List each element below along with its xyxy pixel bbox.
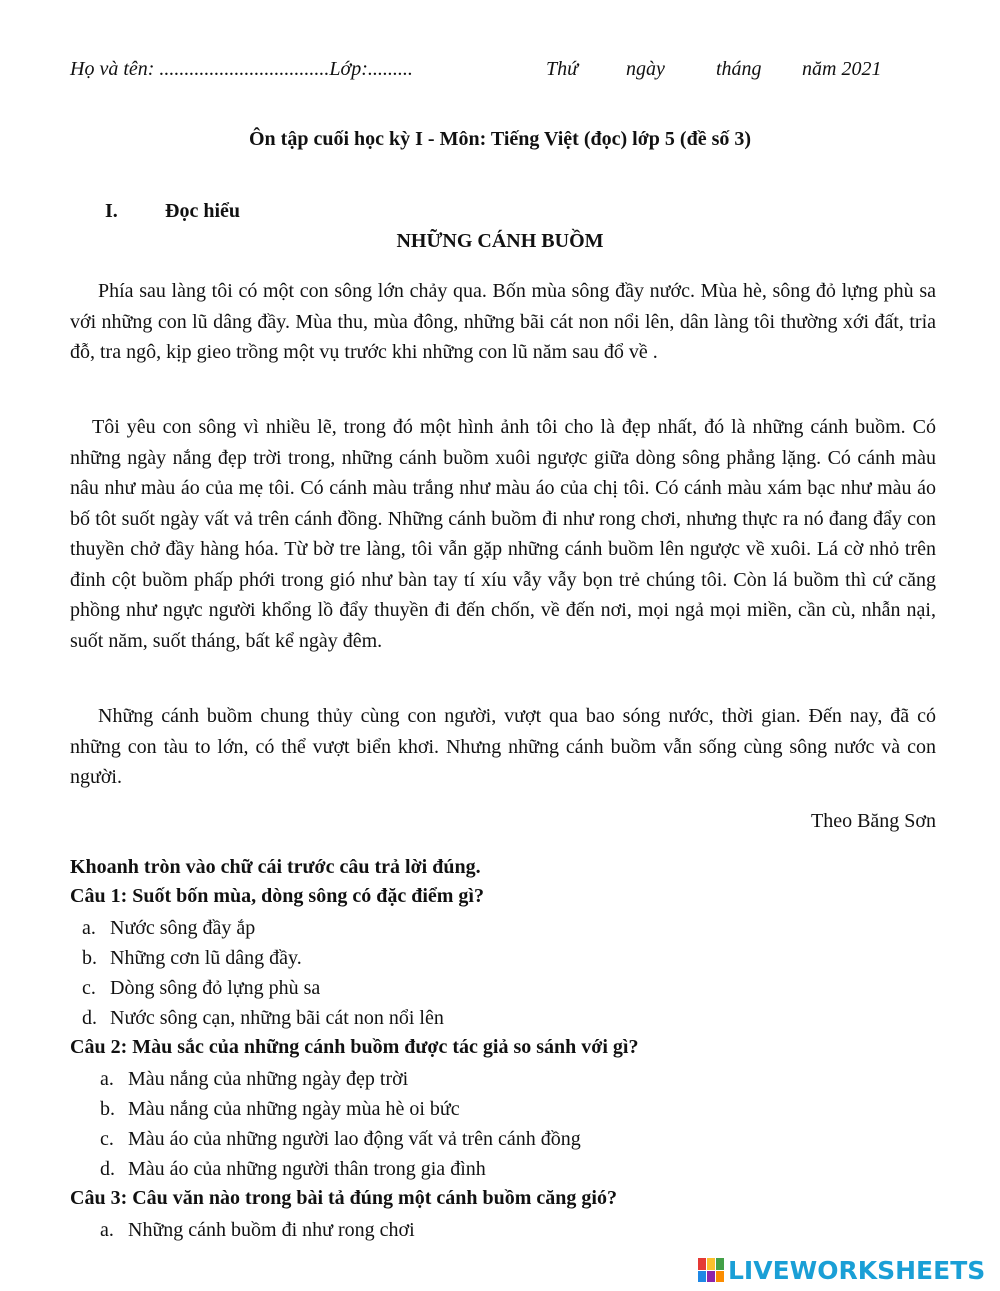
story-author: Theo Băng Sơn [810,810,936,832]
weekday-label: Thứ [546,58,579,80]
page-title: Ôn tập cuối học kỳ I - Môn: Tiếng Việt (đọc) lớp 5 (đề số 3) [248,128,752,150]
option-letter[interactable]: b. [82,947,97,969]
question-2-option-d[interactable] [100,1154,581,1184]
question-1-option-a[interactable] [82,913,444,943]
month-label: tháng [716,58,762,80]
question-2-option-b[interactable] [100,1094,581,1124]
logo-tile [716,1258,724,1270]
question-2: Câu 2: Màu sắc của những cánh buồm được tác giả so sánh với gì? [70,1036,639,1058]
option-letter[interactable]: a. [82,917,96,939]
question-1-option-d[interactable] [82,1003,444,1033]
logo-tile [698,1271,706,1283]
question-3-option-a[interactable] [100,1215,415,1245]
question-1-option-b[interactable] [82,943,444,973]
story-paragraph-2: Tôi yêu con sông vì nhiều lẽ, trong đó một hình ảnh tôi cho là đẹp nhất, đó là những cánh buồm. Có những ngày nắng đẹp trời trong, những cánh buồm xuôi ngược giữa dòng sông phẳng lặng. Có cánh màu nâu như màu áo của mẹ tôi. Có cánh màu trắng như màu áo của chị tôi. Có cánh màu xám bạc như màu áo bố tôt suốt ngày vất vả trên cánh đồng. Những cánh buồm đi như rong chơi, nhưng thực ra nó đang đẩy con thuyền chở đầy hàng hóa. Từ bờ tre làng, tôi vẫn gặp những cánh buồm lên ngược về xuôi. Lá cờ nhỏ trên đỉnh cột buồm phấp phới trong gió như bàn tay tí xíu vẫy vẫy bọn trẻ chúng tôi. Còn lá buồm thì cứ căng phồng như ngực người khổng lồ đẩy thuyền đi đến chốn, về đến nơi, mọi ngả mọi miền, cần cù, nhẫn nại, suốt năm, suốt tháng, bất kể ngày đêm. [70,416,936,652]
name-class-field: Họ và tên: ..................................Lớp:......... [70,58,413,80]
story-title: NHỮNG CÁNH BUỒM [396,230,604,252]
question-2-option-a[interactable] [100,1064,581,1094]
logo-tile [707,1258,715,1270]
question-2-option-c[interactable] [100,1124,581,1154]
option-text: Màu nắng của những ngày đẹp trời [128,1068,409,1090]
option-letter[interactable]: c. [82,977,96,999]
option-letter[interactable]: b. [100,1098,115,1120]
option-text: Những cánh buồm đi như rong chơi [128,1219,415,1241]
day-label: ngày [626,58,665,80]
logo-tile [716,1271,724,1283]
option-text: Nước sông cạn, những bãi cát non nổi lên [110,1007,444,1029]
liveworksheets-logo [698,1256,985,1284]
story-paragraph-3: Những cánh buồm chung thủy cùng con người, vượt qua bao sóng nước, thời gian. Đến nay, đã có những con tàu to lớn, có thể vượt biển khơi. Nhưng những cánh buồm vẫn sống cùng sông nước và con người. [70,705,936,788]
story-paragraph-1: Phía sau làng tôi có một con sông lớn chảy qua. Bốn mùa sông đầy nước. Mùa hè, sông đỏ lựng phù sa với những con lũ dâng đầy. Mùa thu, mùa đông, những bãi cát non nổi lên, dân làng tôi thường xới đất, trỉa đỗ, tra ngô, kịp gieo trồng một vụ trước khi những con lũ năm sau đổ về . [70,280,936,363]
option-letter[interactable]: d. [82,1007,97,1029]
logo-tile [707,1271,715,1283]
question-1-options [82,913,444,1033]
option-letter[interactable]: a. [100,1068,114,1090]
year-label: năm 2021 [802,58,882,80]
section-heading [105,200,240,223]
option-letter[interactable]: c. [100,1128,114,1150]
logo-tile [698,1258,706,1270]
question-1: Câu 1: Suốt bốn mùa, dòng sông có đặc điểm gì? [70,885,484,907]
option-text: Màu áo của những người thân trong gia đình [128,1158,486,1180]
question-2-options [100,1064,581,1184]
liveworksheets-text: LIVEWORKSHEETS [728,1255,986,1285]
option-letter[interactable]: a. [100,1219,114,1241]
question-3-options [100,1215,415,1245]
option-text: Dòng sông đỏ lựng phù sa [110,977,321,999]
question-1-option-c[interactable] [82,973,444,1003]
option-letter[interactable]: d. [100,1158,115,1180]
question-3: Câu 3: Câu văn nào trong bài tả đúng một cánh buồm căng gió? [70,1187,617,1209]
option-text: Màu nắng của những ngày mùa hè oi bức [128,1098,460,1120]
section-number: I. [105,200,118,222]
section-label: Đọc hiểu [165,200,240,222]
instruction-text: Khoanh tròn vào chữ cái trước câu trả lời đúng. [70,856,481,878]
option-text: Những cơn lũ dâng đầy. [110,947,302,969]
option-text: Màu áo của những người lao động vất vả trên cánh đồng [128,1128,581,1150]
liveworksheets-icon [698,1258,724,1282]
option-text: Nước sông đầy ắp [110,917,256,939]
